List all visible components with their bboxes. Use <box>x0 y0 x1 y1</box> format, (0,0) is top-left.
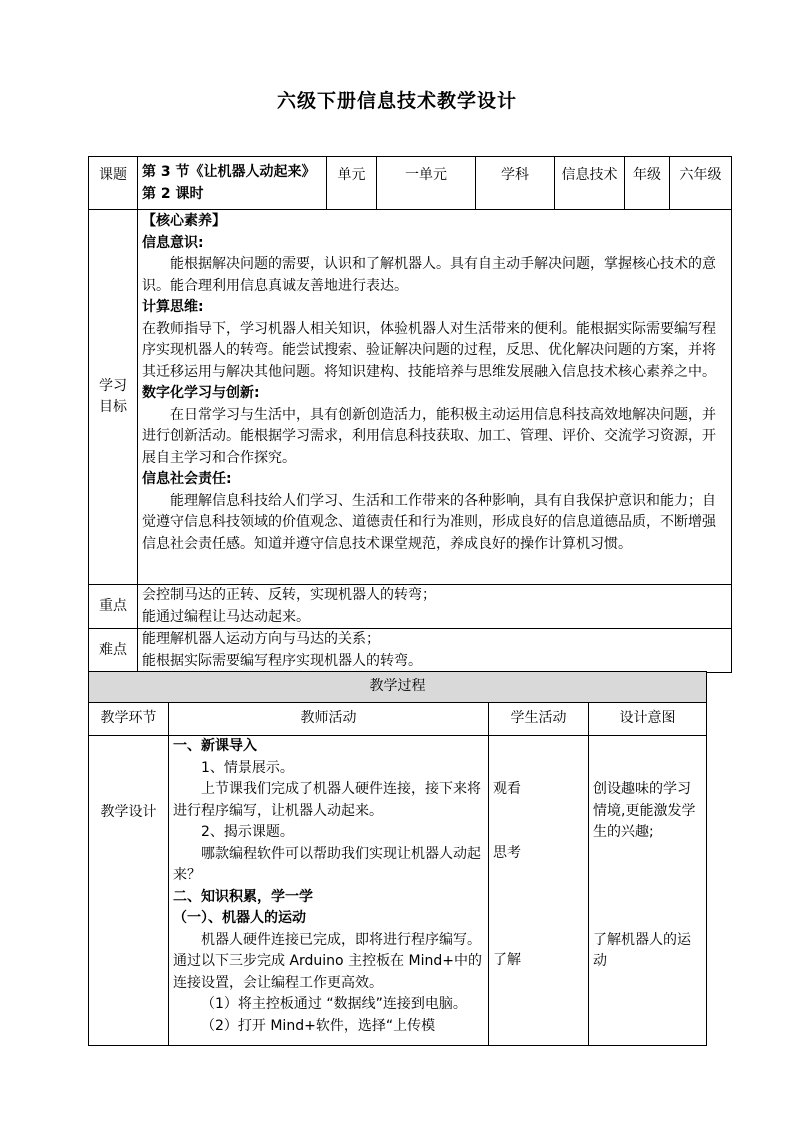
key-line-1: 会控制马达的正转、反转，实现机器人的转弯； <box>142 587 436 603</box>
goals-label-line1: 学习 <box>99 377 127 394</box>
header-student: 学生活动 <box>489 703 589 736</box>
teacher-step-5: 机器人硬件连接已完成，即将进行程序编写。通过以下三步完成 Arduino 主控板在 Mind+中的连接设置，会让编程工作更高效。 <box>173 931 482 991</box>
student-activity <box>489 736 589 1046</box>
document-title: 六级下册信息技术教学设计 <box>276 90 517 112</box>
goals-content <box>138 210 732 585</box>
section-4-title: 信息社会责任: <box>142 471 232 487</box>
header-teacher: 教师活动 <box>169 703 489 736</box>
grade-label: 年级 <box>625 157 670 210</box>
student-learn: 了解 <box>493 952 521 968</box>
teacher-step-7: （2）打开 Mind+软件，选择“上传模 <box>201 1017 436 1034</box>
key-line-2: 能通过编程让马达动起来。 <box>142 608 310 625</box>
course-value <box>138 157 327 210</box>
teacher-step-6: （1）将主控板通过 “数据线”连接到电脑。 <box>201 996 467 1012</box>
section-2-title: 计算思维: <box>142 299 204 315</box>
robot-motion-heading: （一）、机器人的运动 <box>173 910 306 926</box>
course-title: 第 3 节《让机器人动起来》 <box>142 164 316 180</box>
section-3-title: 数字化学习与创新: <box>142 385 260 401</box>
teacher-step-3: 2、揭示课题。 <box>201 824 294 840</box>
teacher-step-2: 上节课我们完成了机器人硬件连接，接下来将进行程序编写，让机器人动起来。 <box>173 781 481 819</box>
section-2-text: 在教师指导下，学习机器人相关知识，体验机器人对生活带来的便利。能根据实际需要编写程序实现机器人的转弯。能尝试搜索、验证解决问题的过程，反思、优化解决问题的方案，并将其迁移运用与解决其他问题。将知识建构、技能培养与思维发展融入信息技术核心素养之中。 <box>142 320 716 380</box>
key-label: 重点 <box>89 585 138 629</box>
difficult-label: 难点 <box>89 629 138 673</box>
goals-label-line2: 目标 <box>99 399 127 415</box>
grade-value: 六年级 <box>670 157 732 210</box>
header-design: 设计意图 <box>589 703 707 736</box>
difficult-content <box>138 629 732 673</box>
info-table <box>88 156 732 673</box>
section-1-text: 能根据解决问题的需要，认识和了解机器人。具有自主动手解决问题，掌握核心技术的意识。能合理利用信息真诚友善地进行表达。 <box>142 256 716 294</box>
subject-label: 学科 <box>476 157 555 210</box>
subject-value: 信息技术 <box>555 157 625 210</box>
difficult-line-1: 能理解机器人运动方向与马达的关系； <box>142 631 380 647</box>
student-think: 思考 <box>493 844 521 861</box>
section-4-text: 能理解信息科技给人们学习、生活和工作带来的各种影响，具有自我保护意识和能力；自觉遵守信息科技领域的价值观念、道德责任和行为准则，形成良好的信息道德品质，不断增强信息社会责任感。知道并遵守信息技术课堂规范，养成良好的操作计算机习惯。 <box>142 492 716 552</box>
header-stage: 教学环节 <box>89 703 169 736</box>
process-table <box>88 671 707 1046</box>
key-content <box>138 585 732 629</box>
section-1-title: 信息意识: <box>142 234 204 251</box>
course-label: 课题 <box>89 157 138 210</box>
unit-label: 单元 <box>327 157 377 210</box>
course-period: 第 2 课时 <box>142 185 204 202</box>
core-literacy-heading: 【核心素养】 <box>142 213 226 229</box>
teacher-activity <box>169 736 489 1046</box>
process-title: 教学过程 <box>89 672 707 703</box>
section-3-text: 在日常学习与生活中，具有创新创造活力，能积极主动运用信息科技高效地解决问题，并进行创新活动。能根据学习需求，利用信息科技获取、加工、管理、评价、交流学习资源，开展自主学习和合作探究。 <box>142 406 716 466</box>
design-intent-2: 了解机器人的运动 <box>593 931 691 969</box>
knowledge-heading: 二、知识积累，学一学 <box>173 888 313 905</box>
teacher-step-1: 1、情景展示。 <box>201 759 294 776</box>
design-intent-1: 创设趣味的学习情境,更能激发学生的兴趣; <box>593 781 696 840</box>
intro-heading: 一、新课导入 <box>173 738 257 754</box>
design-intent <box>589 736 707 1046</box>
unit-value: 一单元 <box>377 157 476 210</box>
student-watch: 观看 <box>493 781 521 797</box>
goals-label <box>89 210 138 585</box>
teacher-step-4: 哪款编程软件可以帮助我们实现让机器人动起来？ <box>173 845 481 883</box>
difficult-line-2: 能根据实际需要编写程序实现机器人的转弯。 <box>142 652 422 669</box>
stage-cell: 教学设计 <box>89 736 169 1046</box>
